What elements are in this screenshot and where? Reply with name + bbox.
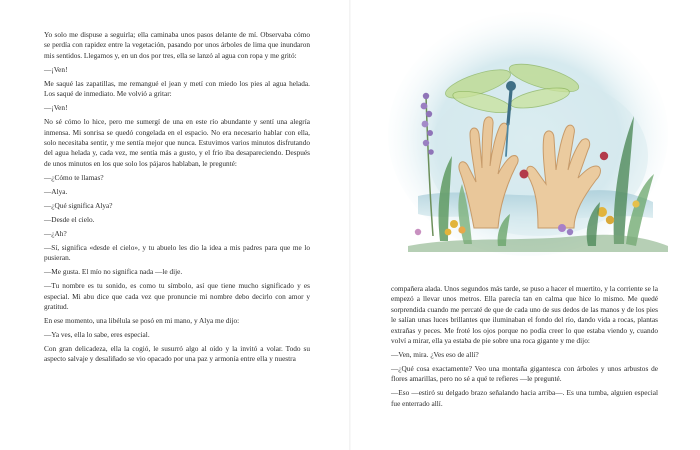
paragraph: No sé cómo lo hice, pero me sumergí de una en este río abundante y sentí una alegría inmensa. Mi sonrisa se quedó congelada en el espacio. No era necesario hablar con ella, solo necesitaba sentir, y me sentía mejor que nunca. Estuvimos varios minutos disfrutando del agua helada y, cada vez, me sentía más a gusto, y el frío iba desapareciendo. Después de unos minutos en los que solo los pájaros hablaban, le pregunté:: [44, 117, 310, 168]
paragraph: —Alya.: [44, 186, 68, 196]
paragraph: En ese momento, una libélula se posó en mi mano, y Alya me dijo:: [44, 316, 240, 326]
right-page-text: [391, 284, 658, 413]
paragraph: —Tu nombre es tu sonido, es como tu símbolo, así que tiene mucho significado y es especial. Mi abu dice que cada vez que pronuncie mi nombre debo decirlo con amor y gratitud.: [44, 281, 310, 312]
left-page-text: [44, 30, 310, 368]
paragraph: —¿Qué significa Alya?: [44, 200, 113, 210]
paragraph: compañera alada. Unos segundos más tarde, se puso a hacer el muertito, y la corriente se la empezó a llevar unos metros. Ella parecía tan en calma que hice lo mismo. Me quedé sorprendida cuando me percaté de que de cada uno de sus dedos de las manos y de los pies le salían unas luces brillantes que iluminaban el fondo del río, dando vida a rocas, plantas extrañas y peces. Me froté los ojos porque no podía creer lo que estaba viendo y, cuando volví a mirar, ella ya estaba de pie sobre una roca gigante y me dijo:: [391, 284, 658, 346]
paragraph: —¡Ven!: [44, 103, 68, 113]
paragraph: —¿Qué cosa exactamente? Veo una montaña gigantesca con árboles y unos arbustos de flores amarillas, pero no sé a qué te refieres —le pregunté.: [391, 364, 658, 384]
paragraph: —Sí, significa «desde el cielo», y tu abuelo les dio la idea a mis padres para que me lo pusieran.: [44, 242, 310, 263]
book-gutter: [349, 0, 351, 450]
paragraph: Con gran delicadeza, ella la cogió, le susurró algo al oído y la invitó a volar. Todo su aspecto salvaje y desaliñado se vio opacado por una paz y armonía entre ella y nuestra: [44, 344, 310, 364]
paragraph: Me saqué las zapatillas, me remangué el jean y metí con miedo los pies al agua helada. Los saqué de inmediato. Me volvió a gritar:: [44, 78, 310, 99]
paragraph: —¿Cómo te llamas?: [44, 172, 104, 182]
paragraph: —Me gusta. El mío no significa nada —le dije.: [44, 267, 183, 277]
illustration-dragonfly-hands: [378, 6, 678, 264]
paragraph: —Ya ves, ella lo sabe, eres especial.: [44, 330, 150, 340]
paragraph: —Eso —estiró su delgado brazo señalando hacia arriba—. Es una tumba, alguien especial fue enterrado allí.: [391, 388, 658, 408]
paragraph: —Ven, mira. ¿Ves eso de allí?: [391, 350, 479, 360]
paragraph: Yo solo me dispuse a seguirla; ella caminaba unos pasos delante de mí. Observaba cómo se perdía con rapidez entre la vegetación, pasando por unos árboles de lima que inundaron mis sentidos. Llegamos y, en un dos por tres, ella se lanzó al agua con ropa y me gritó:: [44, 30, 310, 60]
paragraph: —¿Ah?: [44, 228, 67, 238]
paragraph: —Desde el cielo.: [44, 214, 95, 224]
paragraph: —¡Ven!: [44, 64, 68, 74]
